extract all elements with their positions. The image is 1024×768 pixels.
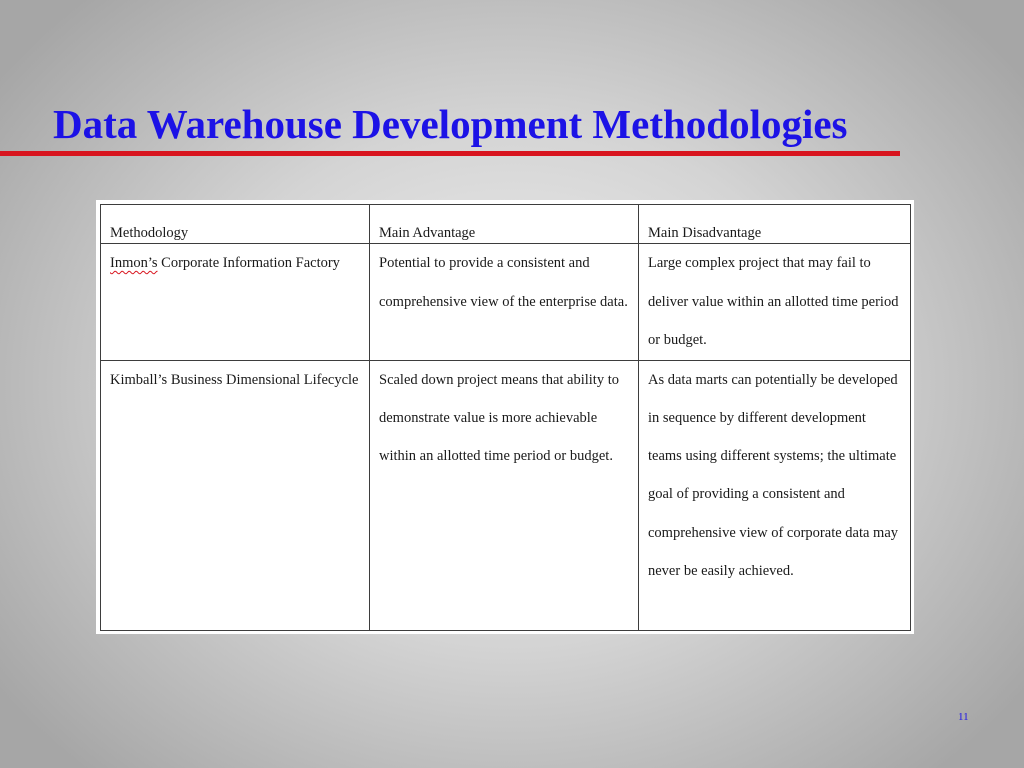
slide-title: Data Warehouse Development Methodologies: [53, 101, 848, 147]
table-header-row: [101, 205, 911, 244]
title-underline-rule: [0, 151, 900, 156]
methodology-table: [100, 204, 911, 631]
slide-page-number: 11: [958, 711, 969, 723]
header-methodology: Methodology: [101, 205, 370, 244]
spellcheck-marked-word: Inmon’s: [110, 255, 158, 271]
cell-methodology-kimball: Kimball’s Business Dimensional Lifecycle: [101, 360, 370, 630]
cell-advantage-inmon: Potential to provide a consistent and comprehensive view of the enterprise data.: [370, 244, 639, 361]
header-main-disadvantage: Main Disadvantage: [639, 205, 911, 244]
cell-disadvantage-inmon: Large complex project that may fail to deliver value within an allotted time period or budget.: [639, 244, 911, 361]
table-row: [101, 360, 911, 630]
methodology-name-rest: Corporate Information Factory: [157, 255, 340, 271]
cell-advantage-kimball: Scaled down project means that ability to demonstrate value is more achievable within an allotted time period or budget.: [370, 360, 639, 630]
methodology-table-frame: [96, 200, 914, 634]
table-row: [101, 244, 911, 361]
header-main-advantage: Main Advantage: [370, 205, 639, 244]
cell-disadvantage-kimball: As data marts can potentially be developed in sequence by different development teams using different systems; the ultimate goal of providing a consistent and comprehensive view of corporate data may never be easily achieved.: [639, 360, 911, 630]
cell-methodology-inmon: [101, 244, 370, 361]
